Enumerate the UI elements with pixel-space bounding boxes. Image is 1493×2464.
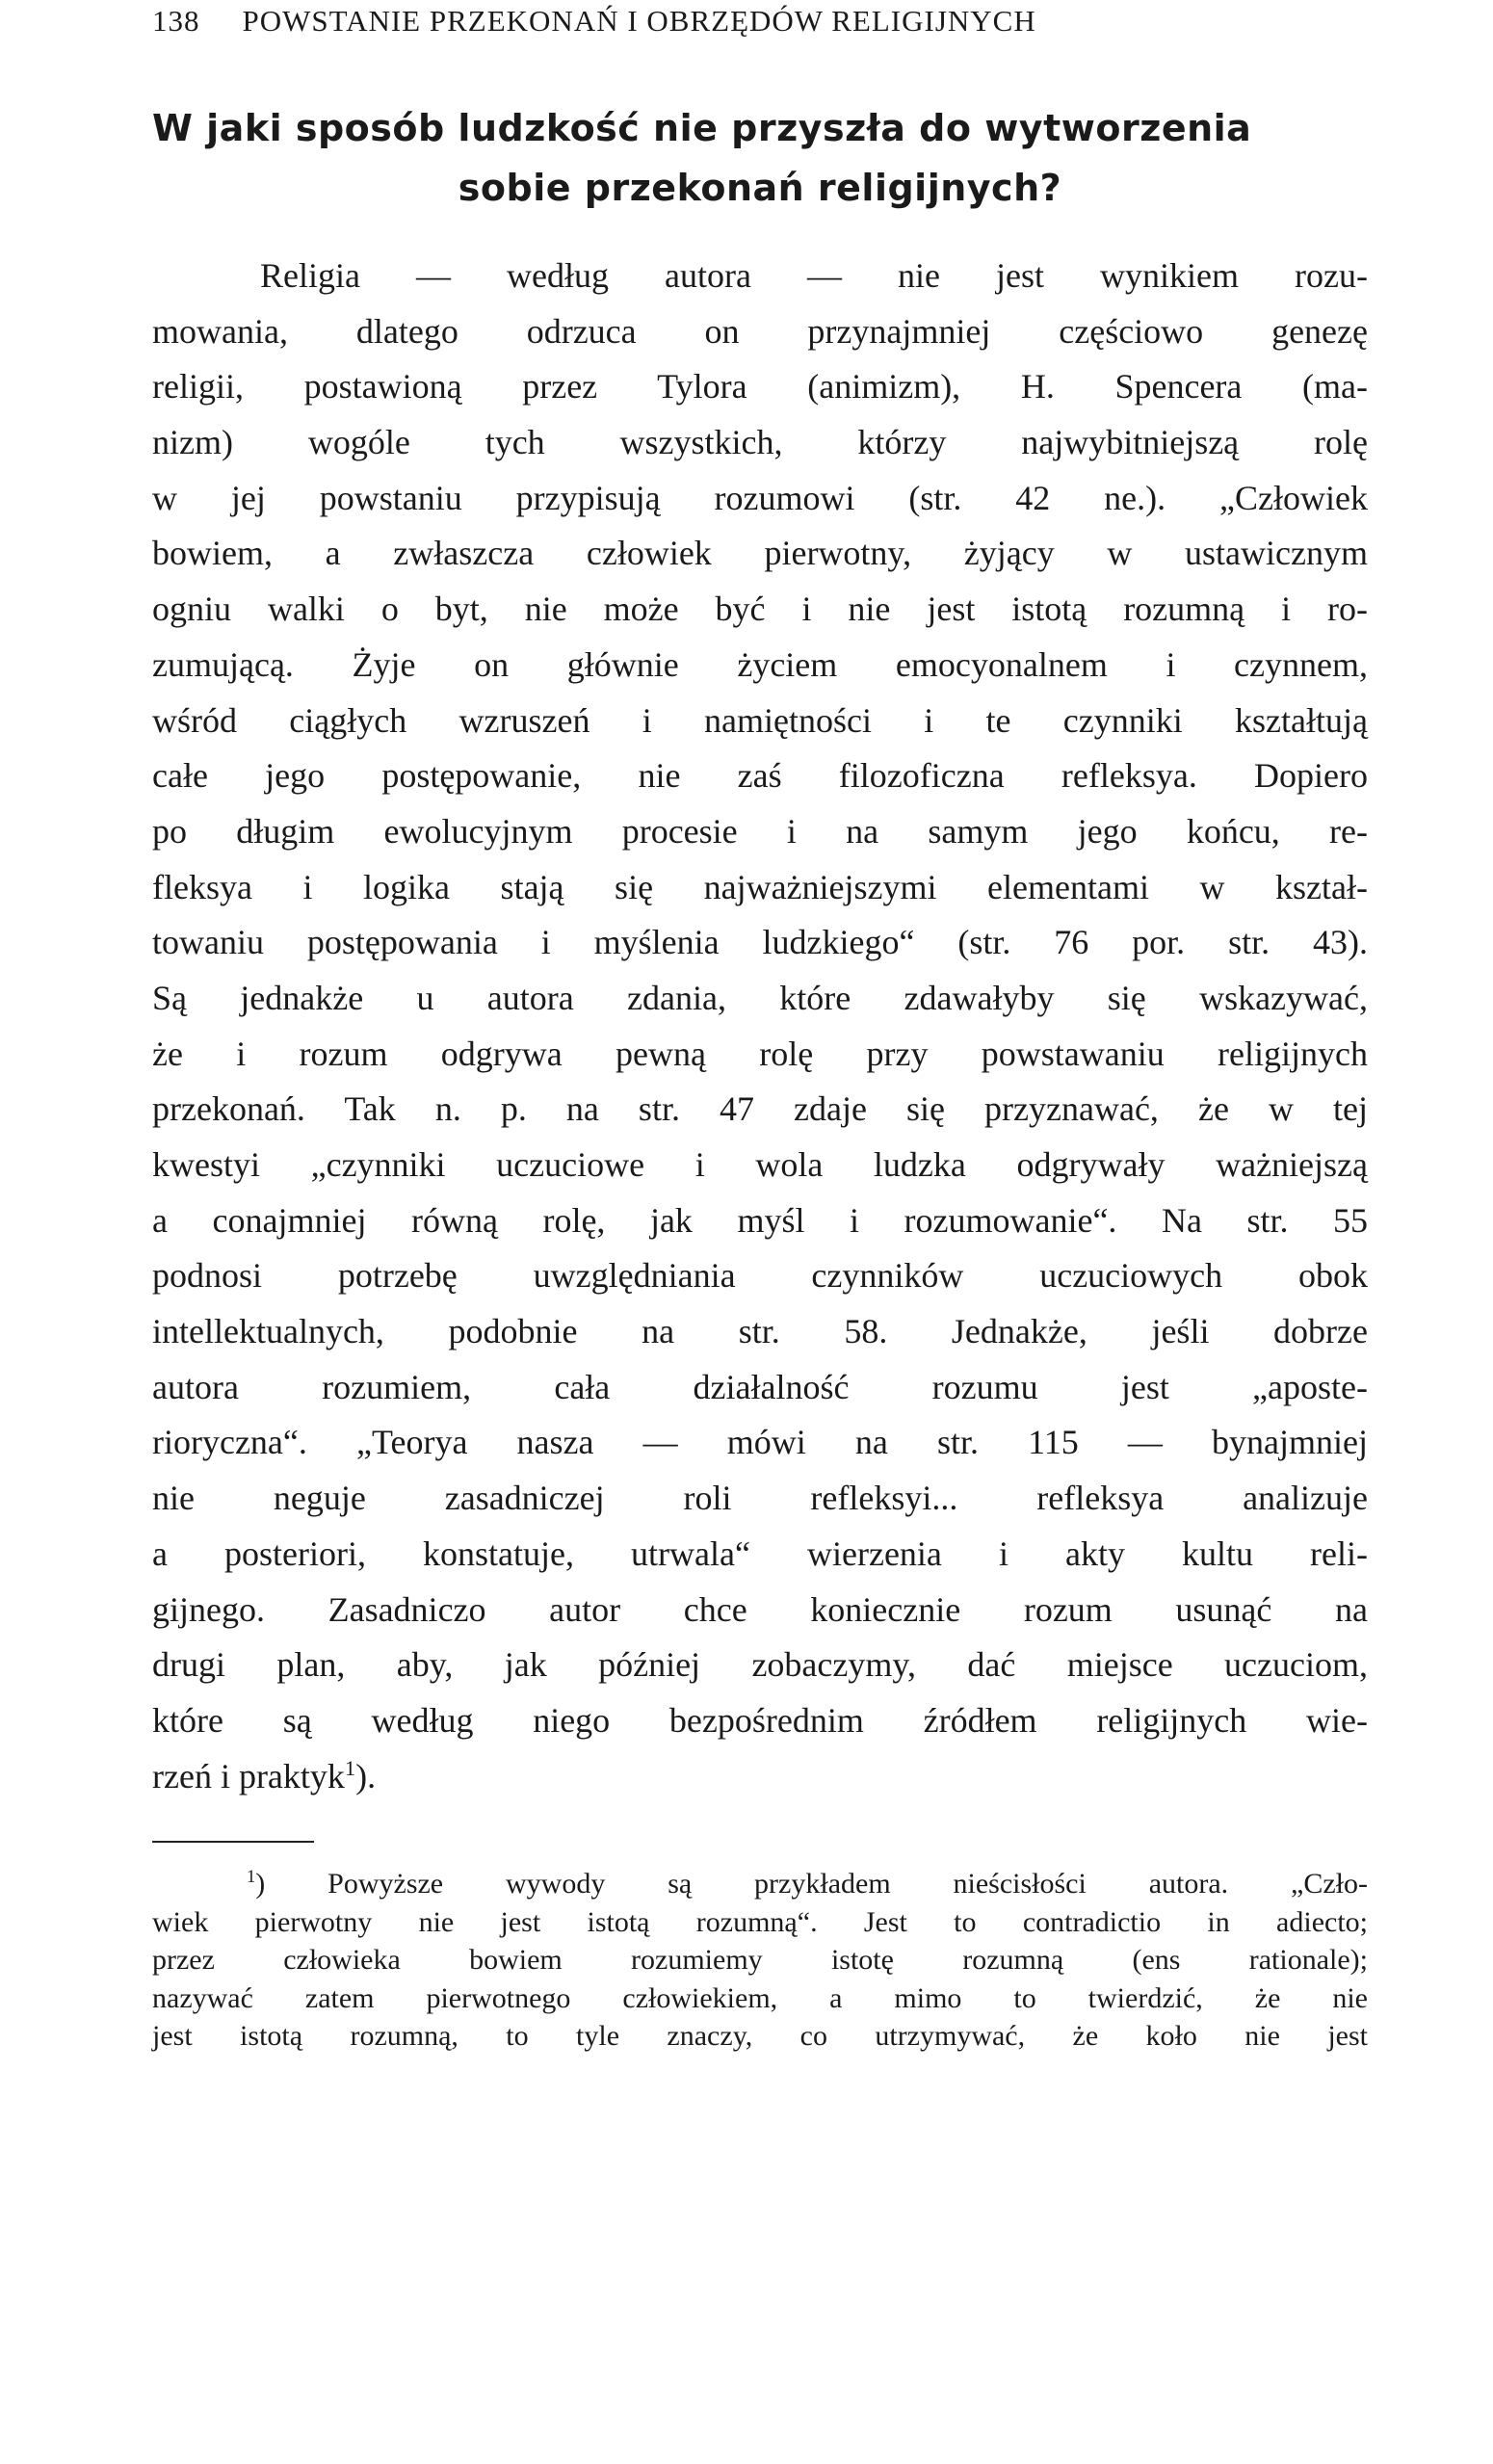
footnote-line: jest istotą rozumną, to tyle znaczy, co utrzymywać, że koło nie jest xyxy=(152,2020,1368,2053)
paragraph-line: religii, postawioną przez Tylora (animizm), H. Spencera (ma- xyxy=(152,367,1368,406)
footnote-line: przez człowieka bowiem rozumiemy istotę rozumną (ens rationale); xyxy=(152,1944,1368,1977)
running-title: POWSTANIE PRZEKONAŃ I OBRZĘDÓW RELIGIJNYCH xyxy=(242,4,1036,38)
paragraph-line: drugi plan, aby, jak później zobaczymy, dać miejsce uczuciom, xyxy=(152,1645,1368,1685)
paragraph-line: autora rozumiem, cała działalność rozumu jest „aposte- xyxy=(152,1367,1368,1406)
paragraph-last-line xyxy=(152,1749,1368,1805)
body-paragraph xyxy=(152,249,1368,1804)
paragraph-line: podnosi potrzebę uwzględniania czynników uczuciowych obok xyxy=(152,1256,1368,1296)
paragraph-line: całe jego postępowanie, nie zaś filozoficzna refleksya. Dopiero xyxy=(152,756,1368,796)
paragraph-line: przekonań. Tak n. p. na str. 47 zdaje się przyznawać, że w tej xyxy=(152,1089,1368,1129)
footnote-separator-rule xyxy=(152,1841,314,1843)
paragraph-line-text: rzeń i praktyk xyxy=(152,1756,345,1796)
paragraph-line: a posteriori, konstatuje, utrwala“ wierzenia i akty kultu reli- xyxy=(152,1533,1368,1573)
paragraph-line: rioryczna“. „Teorya nasza — mówi na str. 115 — bynajmniej xyxy=(152,1423,1368,1462)
paragraph-line: w jej powstaniu przypisują rozumowi (str. 42 ne.). „Człowiek xyxy=(152,478,1368,517)
heading-line-2: sobie przekonań religijnych? xyxy=(458,167,1062,209)
footnote-marker: 1 xyxy=(247,1867,256,1887)
paragraph-line: towaniu postępowania i myślenia ludzkiego“ (str. 76 por. str. 43). xyxy=(152,923,1368,962)
paragraph-end: ). xyxy=(355,1756,377,1796)
paragraph-line: bowiem, a zwłaszcza człowiek pierwotny, żyjący w ustawicznym xyxy=(152,534,1368,573)
paragraph-line: kwestyi „czynniki uczuciowe i wola ludzka odgrywały ważniejszą xyxy=(152,1145,1368,1184)
running-head xyxy=(152,2,1368,40)
paragraph-line: intellektualnych, podobnie na str. 58. Jednakże, jeśli dobrze xyxy=(152,1312,1368,1351)
paragraph-line: fleksya i logika stają się najważniejszymi elementami w kształ- xyxy=(152,867,1368,906)
footnote-line: nazywać zatem pierwotnego człowiekiem, a mimo to twierdzić, że nie xyxy=(152,1981,1368,2014)
paragraph-line: nizm) wogóle tych wszystkich, którzy najwybitniejszą rolę xyxy=(152,423,1368,462)
footnote-line-text: ) Powyższe wywody są przykładem nieścisłości autora. „Czło- xyxy=(255,1868,1368,1900)
heading-line-1: W jaki sposób ludzkość nie przyszła do wytworzenia xyxy=(152,107,1252,149)
paragraph-line: ogniu walki o byt, nie może być i nie jest istotą rozumną i ro- xyxy=(152,590,1368,629)
footnote-line: wiek pierwotny nie jest istotą rozumną“. Jest to contradictio in adiecto; xyxy=(152,1905,1368,1938)
footnote xyxy=(152,1865,1368,2056)
paragraph-line: nie neguje zasadniczej roli refleksyi... refleksya analizuje xyxy=(152,1479,1368,1518)
paragraph-line: zumującą. Żyje on głównie życiem emocyonalnem i czynnem, xyxy=(152,644,1368,684)
footnote-reference[interactable]: 1 xyxy=(344,1755,356,1780)
footnote-first-line xyxy=(152,1865,1368,1903)
page-number: 138 xyxy=(152,4,200,38)
paragraph-line: że i rozum odgrywa pewną rolę przy powstawaniu religijnych xyxy=(152,1034,1368,1073)
paragraph-line: Są jednakże u autora zdania, które zdawałyby się wskazywać, xyxy=(152,978,1368,1017)
paragraph-line: po długim ewolucyjnym procesie i na samym jego końcu, re- xyxy=(152,811,1368,851)
paragraph-line: mowania, dlatego odrzuca on przynajmniej częściowo genezę xyxy=(152,311,1368,351)
paragraph-line: które są według niego bezpośrednim źródłem religijnych wie- xyxy=(152,1700,1368,1740)
paragraph-line: gijnego. Zasadniczo autor chce koniecznie rozum usunąć na xyxy=(152,1589,1368,1629)
paragraph-line: Religia — według autora — nie jest wynikiem rozu- xyxy=(260,256,1368,295)
paragraph-line: wśród ciągłych wzruszeń i namiętności i te czynniki kształtują xyxy=(152,700,1368,740)
section-heading xyxy=(152,98,1368,218)
paragraph-line: a conajmniej równą rolę, jak myśl i rozumowanie“. Na str. 55 xyxy=(152,1200,1368,1240)
